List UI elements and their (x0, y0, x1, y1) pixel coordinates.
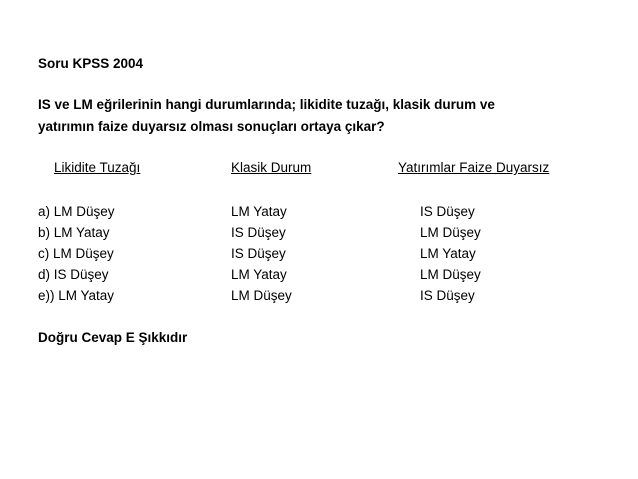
question-text-line-1: IS ve LM eğrilerinin hangi durumlarında; likidite tuzağı, klasik durum ve (38, 97, 495, 112)
option-c-label: c) LM Düşey (38, 246, 114, 261)
header-likidite-tuzagi: Likidite Tuzağı (54, 160, 141, 175)
option-c-yatirim: LM Yatay (420, 246, 476, 261)
option-d-yatirim: LM Düşey (420, 267, 481, 282)
option-b-label: b) LM Yatay (38, 225, 110, 240)
option-e-yatirim: IS Düşey (420, 288, 475, 303)
option-b-yatirim: LM Düşey (420, 225, 481, 240)
option-e-label: e)) LM Yatay (38, 288, 115, 303)
option-d-label: d) IS Düşey (38, 267, 109, 282)
option-b-klasik: IS Düşey (231, 225, 286, 240)
correct-answer: Doğru Cevap E Şıkkıdır (38, 330, 188, 345)
option-c-klasik: IS Düşey (231, 246, 286, 261)
option-a-yatirim: IS Düşey (420, 204, 475, 219)
option-a-klasik: LM Yatay (231, 204, 287, 219)
header-klasik-durum: Klasik Durum (231, 160, 312, 175)
option-e-klasik: LM Düşey (231, 288, 292, 303)
question-text-line-2: yatırımın faize duyarsız olması sonuçları ortaya çıkar? (38, 119, 385, 134)
option-a-label: a) LM Düşey (38, 204, 115, 219)
option-d-klasik: LM Yatay (231, 267, 287, 282)
header-yatirimlar-faize-duyarsiz: Yatırımlar Faize Duyarsız (398, 160, 550, 175)
question-title: Soru KPSS 2004 (38, 56, 144, 71)
